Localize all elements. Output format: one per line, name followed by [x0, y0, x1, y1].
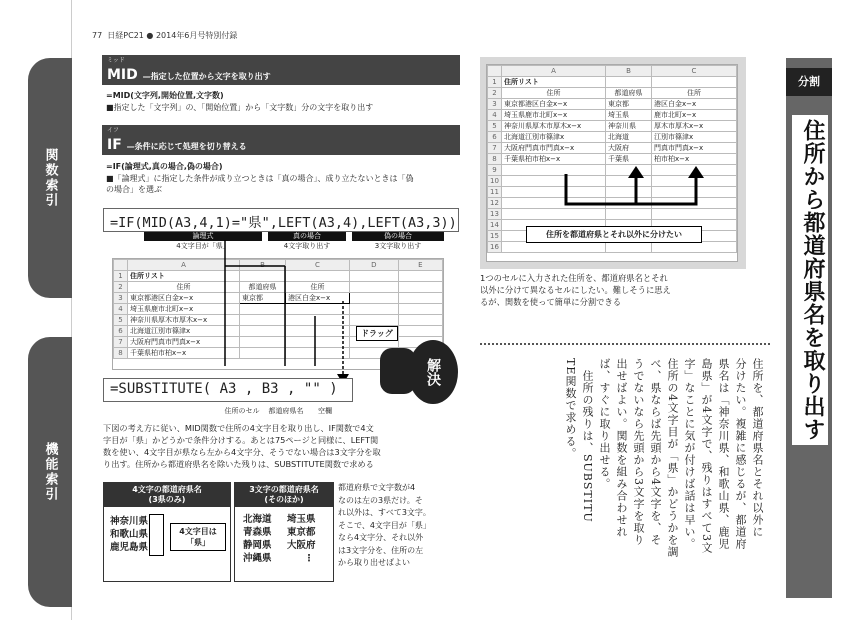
fourth-char-note: 4文字目は「県」 [170, 523, 226, 551]
substitute-formula: =SUBSTITUTE( A3 , B3 , "" ) [103, 378, 353, 402]
vertical-article: 住所を、都道府県名とそれ以外に 分けたい。複雑に感じるが、都道府 県名は「神奈川県、和歌山県、鹿児 島県」が4文字で、残りはすべて3文 字」なことに気が付けば話は早い。 住所の4文字目が「県」かどうかを調 べ、県ならば先頭から4文字を、そ うでないなら先頭から3文字を取り 出せばよい。関数を組み合わせれ ば、すぐに取り出せる。 住所の残りは、SUBSTITU TE関数で求める。 [564, 358, 764, 558]
issue-label: 2014年6月号特別付録 [155, 31, 238, 40]
split-callout: 住所を都道府県とそれ以外に分けたい [526, 226, 702, 243]
spreadsheet-1: A B C D E 1 住所リスト 2 住所 都道府県 住所 3 東京都港区白金x−x 東京都 港区白金x−x 4 埼玉県鹿市北町x−x 5 神奈川県厚木市厚木x−x 6 北海道江別市篠津x 7 大阪府門真市門真x−x 8 千葉県柏市柏x−x [112, 258, 444, 370]
if-title-bar: イフ IF —条件に応じて処理を切り替える [102, 125, 460, 155]
table-row: 2 住所 都道府県 住所 [114, 282, 443, 293]
mid-title-bar: ミッド MID —指定した位置から文字を取り出す [102, 55, 460, 85]
kaiketsu-badge: 解決 [380, 340, 462, 410]
if-formula: =IF(MID(A3,4,1)="県",LEFT(A3,4),LEFT(A3,3)) [103, 208, 459, 232]
page-number: 77 [92, 31, 103, 40]
if-function-name: IF —条件に応じて処理を切り替える [107, 137, 247, 153]
explanation-text: 下図の考え方に従い、MID関数で住所の4文字目を取り出し、IF関数で4文 字目が「県」かどうかで条件分けする。あとは75ページと同様に、LEFT関 数を使い、4文字目が県なら左から4文字分、そうでない場合は3文字分を取 り出す。住所から都道府県名を除いた残りは、SUBSTITUTE関数で求める [103, 423, 381, 469]
pill-false: 偽の場合 [352, 232, 444, 241]
if-syntax: =IF(論理式,真の場合,偽の場合) [106, 162, 223, 171]
label-empty: 空欄 [318, 407, 332, 415]
three-char-box: 3文字の都道府県名 (そのほか) 北海道 埼玉県 青森県 東京都 静岡県 大阪府 沖縄県 ⋮ [234, 482, 334, 582]
magazine-name: 日経PC21 [107, 31, 144, 40]
pill-true: 真の場合 [268, 232, 346, 241]
table-row: 5 神奈川県厚木市厚木x−x [114, 315, 443, 326]
divider [480, 343, 770, 345]
figure-caption: 1つのセルに入力された住所を、都道府県名とそれ 以外に分けて異なるセルにしたい。難しそうに思え るが、関数を使って簡単に分割できる [480, 273, 671, 307]
table-row: 6 北海道江別市篠津x 北海道 江別市篠津x [488, 132, 737, 143]
table-row: 3 東京都港区白金x−x 東京都 港区白金x−x [488, 99, 737, 110]
mid-function-name: MID —指定した位置から文字を取り出す [107, 67, 271, 83]
cap-logical: 4文字目が「県」 [176, 242, 230, 250]
table-row: 1 住所リスト [114, 271, 443, 282]
table-row: 3 東京都港区白金x−x 東京都 港区白金x−x [114, 293, 443, 304]
category-tab: 分割 [786, 68, 832, 96]
if-description-1: ■「論理式」に指定した条件が成り立つときは「真の場合」、成り立たないときは「偽 [106, 174, 414, 183]
mid-syntax: =MID(文字列,開始位置,文字数) [106, 91, 224, 100]
mid-description: ■指定した「文字列」の、「開始位置」から「文字数」分の文字を取り出す [106, 103, 374, 112]
table-row: 2 住所 都道府県 住所 [488, 88, 737, 99]
side-note: 都道府県で文字数が4 なのは左の3県だけ。そ れ以外は、すべて3文字。 そこで、4文字目が「県」 なら4文字分、それ以外 は3文字分を、住所の左 から取り出せばよい [338, 483, 431, 567]
article-title: 住所から都道府県名を取り出す [792, 115, 828, 445]
four-char-box: 4文字の都道府県名 (3県のみ) 神奈川県 和歌山県 鹿児島県 4文字目は「県」 [103, 482, 231, 582]
table-row: 4 埼玉県鹿市北町x−x 埼玉県 鹿市北町x−x [488, 110, 737, 121]
table-row: 6 北海道江別市篠津x [114, 326, 443, 337]
tab-feature-index[interactable]: 機能索引 [28, 337, 72, 607]
table-row: 8 千葉県柏市柏x−x 千葉県 柏市柏x−x [488, 154, 737, 165]
label-prefecture: 都道府県名 [268, 407, 304, 415]
spreadsheet-2: A B C 1 住所リスト 2 住所 都道府県 住所 3 東京都港区白金x−x 東京都 港区白金x−x 4 埼玉県鹿市北町x−x 埼玉県 鹿市北町x−x 5 神奈川県厚木市厚木x−x 神奈川県 厚木市厚木x−x 6 北海道江別市篠津x 北海道 江別市篠津x 7 大阪府門真市門真x−x 大阪府 門真市門真x−x 8 千葉県柏市柏x−x 千葉県 柏市柏x−x 9 10 11 12 13 14 15 16 [486, 64, 738, 262]
if-description-2: の場合」を選ぶ [106, 185, 162, 194]
label-address-cell: 住所のセル [224, 407, 260, 415]
page-header: 77 日経PC21 ● 2014年6月号特別付録 [92, 31, 238, 40]
table-row: 5 神奈川県厚木市厚木x−x 神奈川県 厚木市厚木x−x [488, 121, 737, 132]
drag-label: ドラッグ [356, 326, 398, 341]
table-row: 8 千葉県柏市柏x−x [114, 348, 443, 359]
table-row: 7 大阪府門真市門真x−x [114, 337, 443, 348]
pill-logical: 論理式 [144, 232, 262, 241]
table-row: 1 住所リスト [488, 77, 737, 88]
cap-true: 4文字取り出す [283, 242, 331, 250]
table-row: 7 大阪府門真市門真x−x 大阪府 門真市門真x−x [488, 143, 737, 154]
tab-function-index[interactable]: 関数索引 [28, 58, 72, 298]
table-row: 4 埼玉県鹿市北町x−x [114, 304, 443, 315]
cap-false: 3文字取り出す [374, 242, 422, 250]
